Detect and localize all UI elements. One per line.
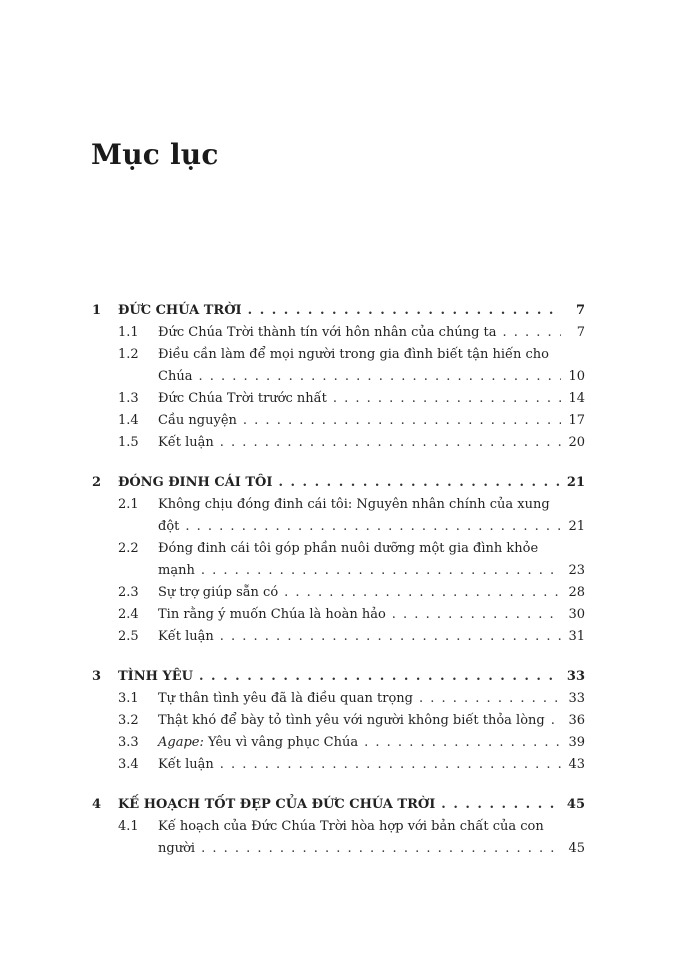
section-row[interactable]: [92, 732, 585, 754]
section-entry: [158, 626, 585, 648]
section-number: 1.2: [118, 347, 139, 362]
page-number: 45: [568, 841, 585, 856]
section-title: Điều cần làm để mọi người trong gia đình biết tận hiến cho: [158, 347, 549, 362]
page-number: 33: [568, 691, 585, 706]
page-number: 23: [568, 563, 585, 578]
dot-leader: [201, 838, 561, 860]
entry-tail: [158, 560, 585, 582]
dot-leader: [248, 300, 561, 322]
chapter-title: ĐỨC CHÚA TRỜI: [118, 303, 242, 318]
toc-chapter: [92, 666, 585, 776]
chapter-row[interactable]: [92, 300, 585, 322]
section-number: 3.4: [118, 757, 139, 772]
section-title: Không chịu đóng đinh cái tôi: Nguyên nhân chính của xung: [158, 497, 550, 512]
section-row[interactable]: [92, 626, 585, 648]
page-title: Mục lục: [91, 138, 219, 171]
section-number: 3.2: [118, 713, 139, 728]
page-number: 36: [568, 713, 585, 728]
section-row[interactable]: [92, 410, 585, 432]
page-number: 45: [566, 797, 585, 812]
toc-chapter: [92, 472, 585, 648]
section-row[interactable]: [92, 688, 585, 710]
section-number: 1.5: [118, 435, 139, 450]
section-title-cont: mạnh: [158, 563, 195, 578]
section-title: Kết luận: [158, 435, 214, 450]
chapter-number: 2: [92, 475, 102, 490]
dot-leader: [220, 626, 561, 648]
dot-leader: [392, 604, 561, 626]
entry-tail: [158, 366, 585, 388]
chapter-title: KẾ HOẠCH TỐT ĐẸP CỦA ĐỨC CHÚA TRỜI: [118, 797, 436, 812]
section-number: 3.3: [118, 735, 139, 750]
section-title: Tự thân tình yêu đã là điều quan trọng: [158, 691, 413, 706]
chapter-number: 3: [92, 669, 102, 684]
page-number: 7: [575, 303, 585, 318]
section-entry: [158, 754, 585, 776]
page-number: 21: [568, 519, 585, 534]
page-number: 20: [568, 435, 585, 450]
dot-leader: [333, 388, 561, 410]
section-row[interactable]: [92, 538, 585, 582]
page-number: 31: [568, 629, 585, 644]
dot-leader: [278, 472, 561, 494]
section-entry: [158, 538, 585, 582]
dot-leader: [364, 732, 561, 754]
chapter-title: TÌNH YÊU: [118, 669, 193, 684]
section-title: Sự trợ giúp sẵn có: [158, 585, 279, 600]
section-title-cont: người: [158, 841, 196, 856]
section-entry: [158, 582, 585, 604]
section-entry: [158, 494, 585, 538]
section-title-cont: Chúa: [158, 369, 193, 384]
section-entry: [158, 710, 585, 732]
section-row[interactable]: [92, 710, 585, 732]
dot-leader: [243, 410, 561, 432]
section-number: 2.5: [118, 629, 139, 644]
entry-tail: [158, 838, 585, 860]
section-row[interactable]: [92, 754, 585, 776]
section-row[interactable]: [92, 582, 585, 604]
dot-leader: [503, 322, 562, 344]
dot-leader: [551, 710, 561, 732]
section-title: Kế hoạch của Đức Chúa Trời hòa hợp với bản chất của con: [158, 819, 544, 834]
page-number: 30: [568, 607, 585, 622]
chapter-entry: [118, 794, 585, 816]
chapter-number: 1: [92, 303, 102, 318]
page-number: 7: [576, 325, 585, 340]
section-row[interactable]: [92, 388, 585, 410]
section-entry: [158, 816, 585, 860]
section-title: Agape: Yêu vì vâng phục Chúa: [158, 735, 359, 750]
toc-chapter: [92, 794, 585, 860]
chapter-row[interactable]: [92, 666, 585, 688]
toc-chapter: [92, 300, 585, 454]
page-number: 28: [568, 585, 585, 600]
chapter-row[interactable]: [92, 472, 585, 494]
dot-leader: [284, 582, 561, 604]
dot-leader: [419, 688, 561, 710]
section-title: Kết luận: [158, 757, 214, 772]
section-number: 3.1: [118, 691, 139, 706]
section-row[interactable]: [92, 494, 585, 538]
section-number: 2.2: [118, 541, 139, 556]
chapter-entry: [118, 472, 585, 494]
chapter-row[interactable]: [92, 794, 585, 816]
chapter-title: ĐÓNG ĐINH CÁI TÔI: [118, 475, 273, 490]
section-entry: [158, 344, 585, 388]
section-number: 4.1: [118, 819, 139, 834]
section-title: Kết luận: [158, 629, 214, 644]
section-entry: [158, 410, 585, 432]
dot-leader: [199, 666, 561, 688]
section-title-cont: đột: [158, 519, 180, 534]
chapter-entry: [118, 300, 585, 322]
section-entry: [158, 604, 585, 626]
section-number: 2.4: [118, 607, 139, 622]
section-title: Đức Chúa Trời trước nhất: [158, 391, 327, 406]
page-number: 14: [568, 391, 585, 406]
dot-leader: [441, 794, 561, 816]
page-number: 21: [566, 475, 585, 490]
dot-leader: [198, 366, 561, 388]
dot-leader: [185, 516, 561, 538]
section-title: Cầu nguyện: [158, 413, 237, 428]
page-number: 10: [568, 369, 585, 384]
chapter-number: 4: [92, 797, 102, 812]
section-entry: [158, 322, 585, 344]
section-row[interactable]: [92, 816, 585, 860]
entry-tail: [158, 516, 585, 538]
table-of-contents: [92, 300, 585, 878]
section-number: 1.3: [118, 391, 139, 406]
section-title: Đóng đinh cái tôi góp phần nuôi dưỡng một gia đình khỏe: [158, 541, 539, 556]
section-row[interactable]: [92, 604, 585, 626]
chapter-entry: [118, 666, 585, 688]
section-number: 1.1: [118, 325, 139, 340]
section-title: Đức Chúa Trời thành tín với hôn nhân của chúng ta: [158, 325, 497, 340]
section-entry: [158, 688, 585, 710]
dot-leader: [220, 432, 561, 454]
dot-leader: [220, 754, 561, 776]
section-entry: [158, 388, 585, 410]
section-number: 2.3: [118, 585, 139, 600]
section-entry: [158, 732, 585, 754]
section-row[interactable]: [92, 432, 585, 454]
section-number: 2.1: [118, 497, 139, 512]
section-row[interactable]: [92, 344, 585, 388]
section-title-italic: Agape:: [158, 735, 204, 750]
page-number: 43: [568, 757, 585, 772]
page-number: 17: [568, 413, 585, 428]
section-row[interactable]: [92, 322, 585, 344]
section-number: 1.4: [118, 413, 139, 428]
page-number: 33: [566, 669, 585, 684]
dot-leader: [201, 560, 561, 582]
section-entry: [158, 432, 585, 454]
page-number: 39: [568, 735, 585, 750]
section-title: Tin rằng ý muốn Chúa là hoàn hảo: [158, 607, 386, 622]
section-title: Thật khó để bày tỏ tình yêu với người không biết thỏa lòng: [158, 713, 545, 728]
